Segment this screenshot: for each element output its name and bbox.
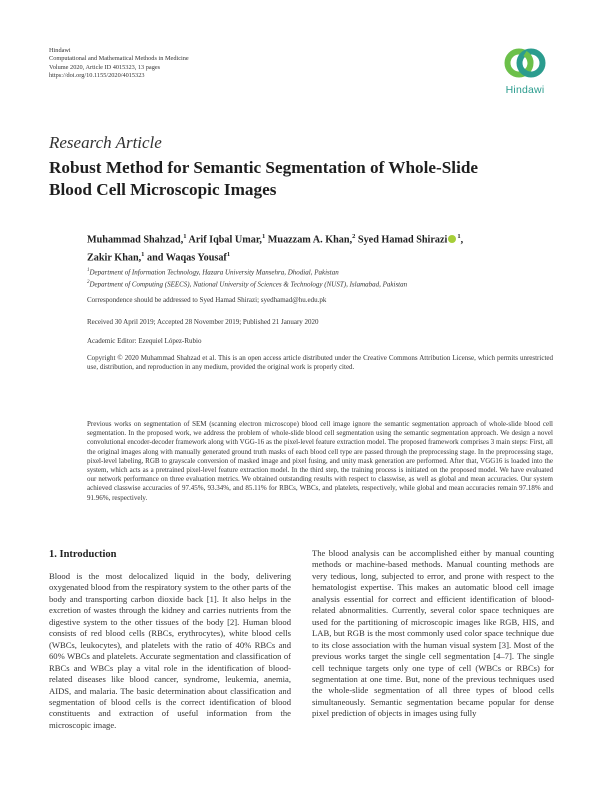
abstract: Previous works on segmentation of SEM (scanning electron microscope) blood cell image ignore the semantic segmentation approach of whole-slide blood cell segmentation. In the proposed work, we address the problem of whole-slide blood cell segmentation using the semantic segmentation approach. We design a novel convolutional encoder-decoder framework along with VGG-16 as the pixel-level feature extraction model. The proposed framework comprises 3 main steps: First, all the original images along with manually generated ground truth masks of each blood cell type are passed through the preprocessing stage. In the preprocessing stage, pixel-level labeling, RGB to grayscale conversion of masked image and pixel fusing, and unity mask generation are performed. After that, VGG16 is loaded into the system, which acts as a pretrained pixel-level feature extraction model. In the third step, the training process is initiated on the proposed model. We have evaluated our network performance on three evaluation metrics. We obtained outstanding results with respect to classwise, as well as global and mean accuracies. Our system achieved classwise accuracies of 97.45%, 93.34%, and 85.11% for RBCs, WBCs, and platelets, respectively, while global and mean accuracies remain 97.18% and 91.96%, respectively. xyxy=(87,420,553,502)
journal-volume: Volume 2020, Article ID 4015323, 13 pages xyxy=(49,63,161,71)
author-name[interactable]: Arif Iqbal Umar, xyxy=(188,234,262,246)
orcid-icon[interactable] xyxy=(448,235,456,243)
author-list: Muhammad Shahzad,$^1$ Arif Iqbal Umar,$^1$ Muazzam A. Khan,$^2$ Syed Hamad Shirazi $^1$, Zakir Khan,$^1$ and Waqas Yousaf$^1$ xyxy=(87,233,464,264)
body-column-right: The blood analysis can be accomplished either by manual counting methods or machine-based methods. Manual counting methods are very tedious, long, subjected to error, and prone with respect to the hematologist expertise. This makes an automatic blood cell image analysis essential for correct and efficient identification of blood-related abnormalities. Currently, several color space techniques are used for the partitioning of microscopic images like RGB, HIS, and LAB, but RGB is the most commonly used color space technique due to its close association with the human visual system [3]. Most of the previous works target the single cell segmentation [4–7]. The single cell technique targets only one type of cell (WBCs or RBCs) for segmentation at one time. But, none of the previous techniques used the whole-slide segmentation of all three types of blood cells simultaneously. Semantic segmentation became popular for dense pixel prediction of objects in images using fully xyxy=(312,548,554,719)
affiliation-item xyxy=(87,266,553,278)
section-heading: 1. Introduction xyxy=(49,549,117,560)
affiliation-text: Department of Information Technology, Hazara University Mansehra, Dhodial, Pakistan xyxy=(89,268,339,277)
author-aff-num: 1 xyxy=(457,233,461,240)
journal-doi[interactable]: https://doi.org/10.1155/2020/4015323 xyxy=(49,72,145,80)
journal-header xyxy=(49,47,189,81)
affiliations xyxy=(87,266,553,289)
publisher-name: Hindawi xyxy=(49,47,71,54)
author-aff-num: 1 xyxy=(226,251,231,259)
affiliation-num: 1 xyxy=(87,268,90,273)
publication-dates: Received 30 April 2019; Accepted 28 November 2019; Published 21 January 2020 xyxy=(87,318,319,326)
journal-name: Computational and Mathematical Methods in Medicine xyxy=(49,55,189,63)
author-aff-num: 1 xyxy=(261,233,266,240)
hindawi-logo-text: Hindawi xyxy=(505,84,545,96)
academic-editor: Academic Editor: Ezequiel López-Rubio xyxy=(87,337,202,345)
author-aff-num: 1 xyxy=(183,233,187,240)
hindawi-logo xyxy=(496,44,554,96)
hindawi-rings-icon xyxy=(503,44,547,82)
author-name[interactable]: Muhammad Shahzad, xyxy=(87,234,184,246)
article-type: Research Article xyxy=(49,133,162,152)
author-name[interactable]: Zakir Khan, xyxy=(87,252,142,264)
author-name[interactable]: and Waqas Yousaf xyxy=(146,252,227,264)
author-name[interactable]: Syed Hamad Shirazi xyxy=(357,234,448,246)
article-title: Robust Method for Semantic Segmentation of Whole-Slide Blood Cell Microscopic Images xyxy=(49,158,479,199)
body-column-left: Blood is the most delocalized liquid in the body, delivering oxygenated blood from the respiratory system to the other parts of the body and transporting carbon dioxide back [1]. It also helps in the excretion of wastes through the kidney and carries nutrients from the digestive system to the other tissues of the body [2]. Human blood consists of red blood cells (RBCs, erythrocytes), white blood cells (WBCs, leukocytes), and platelets with the ratio of 40% RBCs and 60% WBCs and platelets. Accurate segmentation and classification of RBCs and WBCs play a vital role in the identification of blood-related diseases like blood cancer, syndrome, leukemia, anemia, AIDS, and malaria. The basic determination about classification and segmentation of blood cells is the correct identification of blood constituents and extraction of useful information from the microscopic image. xyxy=(49,571,291,730)
author-aff-num: 1 xyxy=(141,251,145,259)
affiliation-num: 2 xyxy=(87,279,90,285)
correspondence: Correspondence should be addressed to Syed Hamad Shirazi; syedhamad@hu.edu.pk xyxy=(87,296,327,304)
affiliation-text: Department of Computing (SEECS), National University of Sciences & Technology (NUST), Islamabad, Pakistan xyxy=(89,279,408,288)
author-name[interactable]: Muazzam A. Khan, xyxy=(267,234,353,246)
copyright-notice: Copyright © 2020 Muhammad Shahzad et al. This is an open access article distributed under the Creative Commons Attribution License, which permits unrestricted use, distribution, and reproduction in any medium, provided the original work is properly cited. xyxy=(87,354,553,372)
author-aff-num: 2 xyxy=(352,233,356,240)
affiliation-item xyxy=(87,278,553,290)
